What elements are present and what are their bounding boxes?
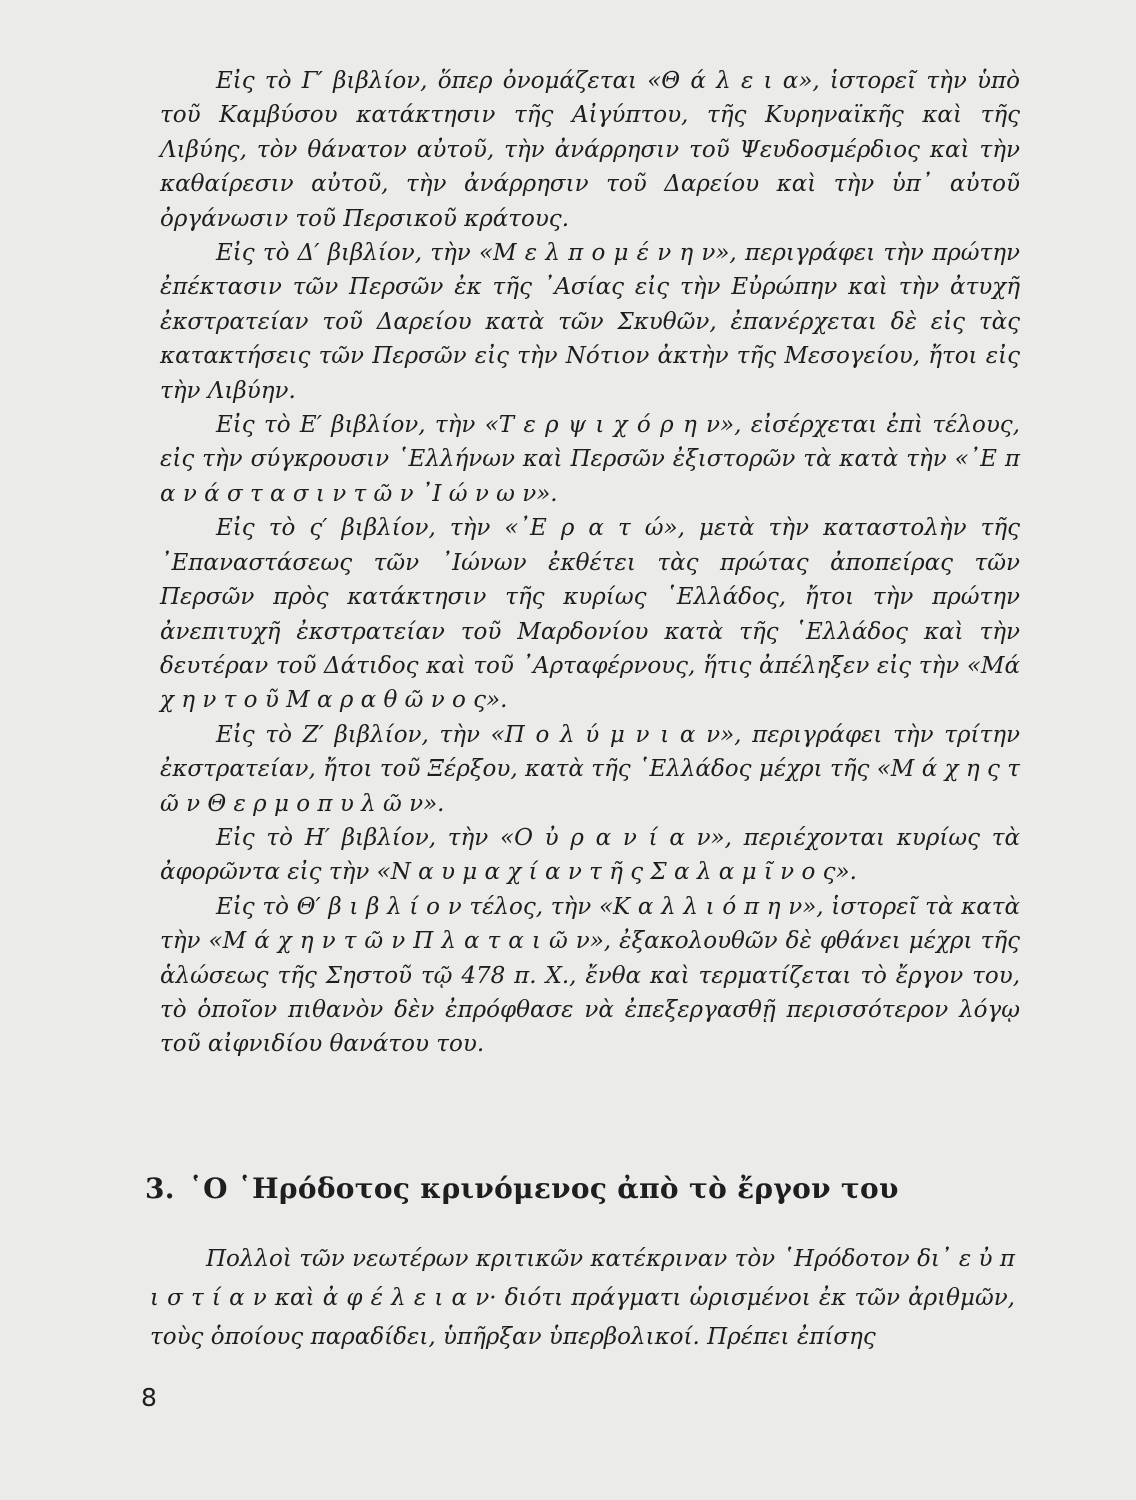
section-text <box>150 1240 1015 1357</box>
main-text <box>160 64 1020 1062</box>
paragraph-book-7: Εἰς τὸ Ζ′ βιβλίον, τὴν «Π ο λ ύ μ ν ι α ν», περιγράφει τὴν τρίτην ἐκστρατείαν, ἤτοι τοῦ Ξέρξου, κατὰ τῆς ῾Ελλάδος μέχρι τῆς «Μ ά χ η ς τ ῶ ν Θ ε ρ μ ο π υ λ ῶ ν». <box>160 721 1020 817</box>
section-heading <box>145 1172 1005 1205</box>
paragraph-book-4: Εἰς τὸ Δ′ βιβλίον, τὴν «Μ ε λ π ο μ έ ν η ν», περιγράφει τὴν πρώτην ἐπέκτασιν τῶν Περσῶν ἐκ τῆς ᾽Ασίας εἰς τὴν Εὐρώπην καὶ τὴν ἀτυχῆ ἐκστρατείαν τοῦ Δαρείου κατὰ τῶν Σκυθῶν, ἐπανέρχεται δὲ εἰς τὰς κατακτήσεις τῶν Περσῶν εἰς τὴν Νότιον ἀκτὴν τῆς Μεσογείου, ἤτοι εἰς τὴν Λιβύην. <box>160 240 1020 404</box>
section-number: 3. <box>145 1172 175 1205</box>
page-number: 8 <box>141 1383 157 1412</box>
paragraph-book-5: Εἰς τὸ Ε′ βιβλίον, τὴν «Τ ε ρ ψ ι χ ό ρ η ν», εἰσέρχεται ἐπὶ τέλους, εἰς τὴν σύγκρουσιν ῾Ελλήνων καὶ Περσῶν ἐξιστορῶν τὰ κατὰ τὴν «᾽Ε π α ν ά σ τ α σ ι ν τ ῶ ν ᾽Ι ώ ν ω ν». <box>160 412 1020 507</box>
paragraph-book-6: Εἰς τὸ ς′ βιβλίον, τὴν «᾽Ε ρ α τ ώ», μετὰ τὴν καταστολὴν τῆς ᾽Επαναστάσεως τῶν ᾽Ιώνων ἐκθέτει τὰς πρώτας ἀποπείρας τῶν Περσῶν πρὸς κατάκτησιν τῆς κυρίως ῾Ελλάδος, ἤτοι τὴν πρώτην ἀνεπιτυχῆ ἐκστρατείαν τοῦ Μαρδονίου κατὰ τῆς ῾Ελλάδος καὶ τὴν δευτέραν τοῦ Δάτιδος καὶ τοῦ ᾽Αρταφέρνους, ἥτις ἀπέληξεν εἰς τὴν «Μά χ η ν τ ο ῦ Μ α ρ α θ ῶ ν ο ς». <box>160 515 1020 714</box>
paragraph-book-8: Εἰς τὸ Η′ βιβλίον, τὴν «Ο ὐ ρ α ν ί α ν», περιέχονται κυρίως τὰ ἀφορῶντα εἰς τὴν «Ν α υ μ α χ ί α ν τ ῆ ς Σ α λ α μ ῖ ν ο ς». <box>160 824 1020 886</box>
section-title: ῾Ο ῾Ηρόδοτος κρινόμενος ἀπὸ τὸ ἔργον του <box>188 1172 899 1205</box>
section-paragraph: Πολλοὶ τῶν νεωτέρων κριτικῶν κατέκριναν τὸν ῾Ηρόδοτον δι᾽ ε ὐ π ι σ τ ί α ν καὶ ἀ φ έ λ ε ι α ν· διότι πράγματι ὡρισμένοι ἐκ τῶν ἀριθμῶν, τοὺς ὁποίους παραδίδει, ὑπῆρξαν ὑπερβολικοί. Πρέπει ἐπίσης <box>150 1246 1015 1350</box>
paragraph-book-9: Εἰς τὸ Θ′ β ι β λ ί ο ν τέλος, τὴν «Κ α λ λ ι ό π η ν», ἱστορεῖ τὰ κατὰ τὴν «Μ ά χ η ν τ ῶ ν Π λ α τ α ι ῶ ν», ἐξακολουθῶν δὲ φθάνει μέχρι τῆς ἁλώσεως τῆς Σηστοῦ τῷ 478 π. Χ., ἔνθα καὶ τερματίζεται τὸ ἔργον του, τὸ ὁποῖον πιθανὸν δὲν ἐπρόφθασε νὰ ἐπεξεργασθῇ περισσότερον λόγῳ τοῦ αἰφνιδίου θανάτου του. <box>160 893 1020 1058</box>
paragraph-book-3: Εἰς τὸ Γ′ βιβλίον, ὅπερ ὀνομάζεται «Θ ά λ ε ι α», ἱστορεῖ τὴν ὑπὸ τοῦ Καμβύσου κατάκτησιν τῆς Αἰγύπτου, τῆς Κυρηναϊκῆς καὶ τῆς Λιβύης, τὸν θάνατον αὐτοῦ, τὴν ἀνάρρησιν τοῦ Ψευδοσμέρδιος καὶ τὴν καθαίρεσιν αὐτοῦ, τὴν ἀνάρρησιν τοῦ Δαρείου καὶ τὴν ὑπ᾽ αὐτοῦ ὀργάνωσιν τοῦ Περσικοῦ κράτους. <box>160 68 1020 232</box>
